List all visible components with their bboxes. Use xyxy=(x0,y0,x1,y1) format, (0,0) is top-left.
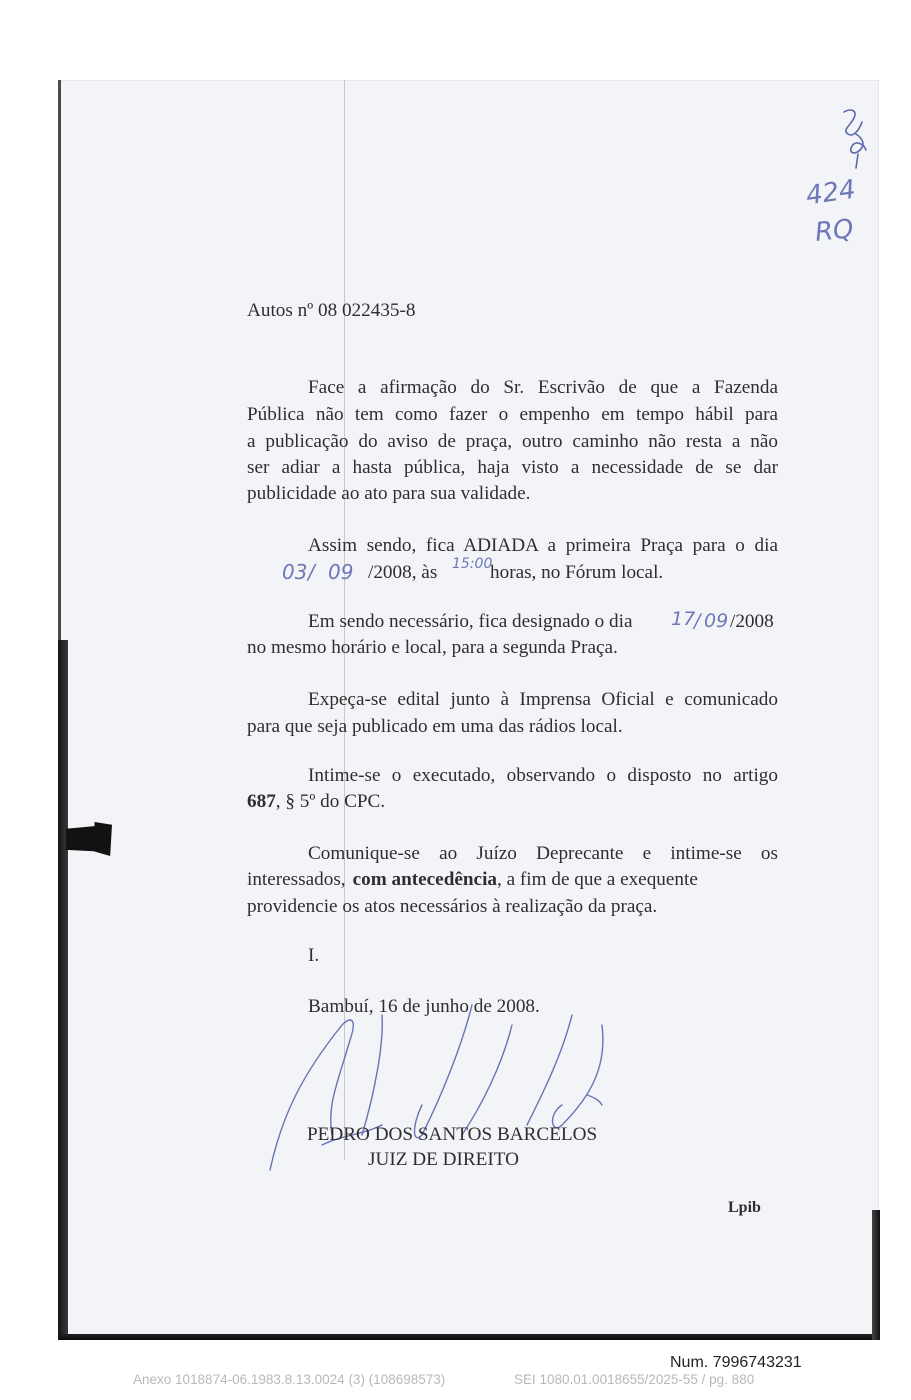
para5-line2 xyxy=(247,789,385,816)
para6-line3: providencie os atos necessários à realização da praça. xyxy=(247,896,658,917)
para3-hand-day: 17 xyxy=(671,608,696,630)
para2-year: /2008, às xyxy=(368,562,438,583)
para1-line4: ser adiar a hasta pública, haja visto a necessidade de se dar xyxy=(247,457,778,478)
footer-sei: SEI 1080.01.0018655/2025-55 / pg. 880 xyxy=(514,1372,755,1387)
para1-line3: a publicação do aviso de praça, outro caminho não resta a não xyxy=(247,431,778,452)
scan-edge-left-top xyxy=(58,80,61,640)
para5-article-rest: , § 5º do CPC. xyxy=(275,791,386,812)
para3-line2: no mesmo horário e local, para a segunda Praça. xyxy=(247,637,618,658)
para2-hand-day: 03 xyxy=(282,560,308,584)
para6-line2-post: , a fim de que a exequente xyxy=(497,869,698,890)
case-number: Autos nº 08 022435-8 xyxy=(247,300,416,321)
para1-line2: Pública não tem como fazer o empenho em tempo hábil para xyxy=(247,404,778,425)
para5-article-number: 687 xyxy=(247,791,276,812)
signatory-name: PEDRO DOS SANTOS BARCELOS xyxy=(307,1124,598,1145)
para3-year: /2008 xyxy=(730,611,774,632)
para4-line1: Expeça-se edital junto à Imprensa Oficial e comunicado xyxy=(308,689,778,710)
para6-line2 xyxy=(247,867,778,894)
para3-hand-slash: / xyxy=(694,610,701,632)
place-date: Bambuí, 16 de junho de 2008. xyxy=(308,996,540,1017)
para2-line1: Assim sendo, fica ADIADA a primeira Praça para o dia xyxy=(308,535,778,556)
para5-line1: Intime-se o executado, observando o disposto no artigo xyxy=(308,765,778,786)
para2-after-time: horas, no Fórum local. xyxy=(490,562,664,583)
scan-edge-bottom xyxy=(60,1334,879,1340)
page-number-stamp: 424 xyxy=(804,174,858,212)
para2-hand-month: 09 xyxy=(328,560,354,584)
para6-line2-pre: interessados, xyxy=(247,869,346,890)
handwritten-mark-icon xyxy=(836,104,876,174)
para6-line1: Comunique-se ao Juízo Deprecante e intime-se os xyxy=(308,843,778,864)
signatory-title: JUIZ DE DIREITO xyxy=(368,1149,519,1170)
para3-line1-pre: Em sendo necessário, fica designado o dia xyxy=(308,611,633,632)
para6-emphasis: com antecedência xyxy=(352,869,497,890)
page-stamp-initials: RQ xyxy=(813,214,855,248)
para2-hand-slash: / xyxy=(308,560,315,584)
para4-line2: para que seja publicado em uma das rádios local. xyxy=(247,716,623,737)
scan-edge-right xyxy=(872,1210,880,1340)
scan-edge-left xyxy=(58,640,68,1340)
para3-hand-month: 09 xyxy=(704,610,729,632)
typist-initials: Lpib xyxy=(728,1199,761,1216)
footer-document-number: Num. 7996743231 xyxy=(670,1354,802,1371)
para1-line5: publicidade ao ato para sua validade. xyxy=(247,483,531,504)
para2-hand-time: 15:00 xyxy=(452,556,493,572)
closing-mark: I. xyxy=(308,945,320,966)
para1-line1: Face a afirmação do Sr. Escrivão de que a Fazenda xyxy=(308,377,778,398)
footer-annex: Anexo 1018874-06.1983.8.13.0024 (3) (108698573) xyxy=(133,1372,446,1387)
